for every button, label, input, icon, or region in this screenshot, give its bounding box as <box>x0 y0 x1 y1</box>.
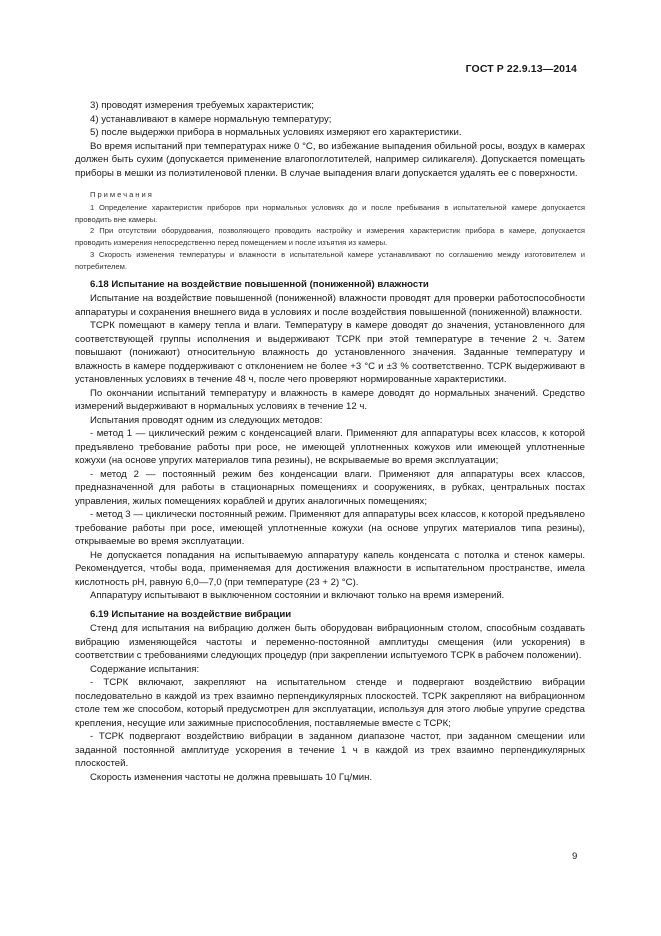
paragraph: Аппаратуру испытывают в выключенном состоянии и включают только на время измерений. <box>90 590 505 602</box>
paragraph: Во время испытаний при температурах ниже 0 °С, во избежание выпадения обильной росы, воздух в камерах должен быть сухим (допускается применение влагопоглотителей, например силикагеля). Допускается помещать приборы в мешки из полиэтиленовой пленки. В случае выпадения влаги допускается удалять ее с поверхности. <box>75 140 585 179</box>
list-item: - метод 1 — циклический режим с конденсацией влаги. Применяют для аппаратуры всех классов, к которой предъявлено требование работы при росе, не имеющей уплотненных кожухов или имеющей уплотненные кожухи (на основе упругих материалов типа резины), не вскрываемые во время эксплуатации; <box>75 428 585 467</box>
document-code: ГОСТ Р 22.9.13—2014 <box>465 63 577 75</box>
list-item: - ТСРК подвергают воздействию вибрации в заданном диапазоне частот, при заданном смещении или заданной постоянной амплитуде ускорения в течение 1 ч в каждой из трех взаимно перпендикулярных плоскостей. <box>75 731 585 770</box>
notes-title: Примечания <box>90 190 154 199</box>
list-item: 4) устанавливают в камере нормальную температуру; <box>90 113 332 125</box>
paragraph: Содержание испытания: <box>90 663 200 675</box>
list-item: - метод 2 — постоянный режим без конденсации влаги. Применяют для аппаратуры всех классов, предназначенной для работы в стационарных помещениях и сооружениях, в рубках, центральных постах управления, жилых помещениях кораблей и других аналогичных помещениях; <box>75 468 585 507</box>
page-number: 9 <box>572 851 578 862</box>
note-item: 2 При отсутствии оборудования, позволяющего проводить настройку и измерения характеристик прибора в камере, допускается проводить измерения непосредственно перед помещением и после изъятия из камеры. <box>75 226 585 248</box>
section-title-6-19: 6.19 Испытание на воздействие вибрации <box>90 608 292 620</box>
note-item: 1 Определение характеристик приборов при нормальных условиях до и после пребывания в испытательной камере допускается проводить вне камеры. <box>75 202 585 224</box>
paragraph: Испытание на воздействие повышенной (пониженной) влажности проводят для проверки работоспособности аппаратуры и сохранения внешнего вида в условиях и после воздействия повышенной (пониженной) влажности. <box>75 293 585 318</box>
list-item: - ТСРК включают, закрепляют на испытательном стенде и подвергают воздействию вибрации последовательно в каждой из трех взаимно перпендикулярных плоскостей. ТСРК закрепляют на вибрационном столе тем же способом, который предусмотрен для эксплуатации, используя для этого любые упругие средства крепления, несущие или зажимные приспособления, поставляемые вместе с ТСРК; <box>75 677 585 729</box>
page-body <box>75 99 585 784</box>
list-item: 3) проводят измерения требуемых характеристик; <box>90 100 314 111</box>
paragraph: Стенд для испытания на вибрацию должен быть оборудован вибрационным столом, способным создавать вибрацию изменяющейся частоты и переменно-постоянной амплитуды смещения (или ускорения) в соответствии с требованиями следующих процедур (при закреплении испытуемого ТСРК в рабочем положении). <box>75 623 585 662</box>
note-item: 3 Скорость изменения температуры и влажности в испытательной камере устанавливают по соглашению между изготовителем и потребителем. <box>75 249 585 271</box>
paragraph: ТСРК помещают в камеру тепла и влаги. Температуру в камере доводят до значения, установленного для соответствующей группы исполнения и выдерживают ТСРК при этой температуре в течение 2 ч. Затем повышают (понижают) относительную влажность до установленного значения. Заданные температуру и влажность в камере поддерживают с отклонением не более +3 °С и ±3 % соответственно. ТСРК выдерживают в установленных условиях в течение 48 ч, после чего проверяют нормированные характеристики. <box>75 320 585 386</box>
notes-block <box>75 189 585 273</box>
paragraph: Испытания проводят одним из следующих методов: <box>90 414 323 426</box>
list-item: - метод 3 — циклически постоянный режим. Применяют для аппаратуры всех классов, к которой предъявлено требование работы при росе, имеющей уплотненные кожухи (на основе упругих материалов типа резины), открываемые во время эксплуатации. <box>75 509 585 548</box>
paragraph: Скорость изменения частоты не должна превышать 10 Гц/мин. <box>90 771 373 783</box>
paragraph: По окончании испытаний температуру и влажность в камере доводят до нормальных значений. Средство измерений выдерживают в нормальных условиях в течение 12 ч. <box>75 387 585 413</box>
list-item: 5) после выдержки прибора в нормальных условиях измеряют его характеристики. <box>90 127 462 138</box>
paragraph: Не допускается попадания на испытываемую аппаратуру капель конденсата с потолка и стенок камеры. Рекомендуется, чтобы вода, применяемая для достижения влажности в испытательном пространстве, имела кислотность pH, равную 6,0—7,0 (при температуре (23 + 2) °С). <box>75 549 585 588</box>
section-title-6-18: 6.18 Испытание на воздействие повышенной (пониженной) влажности <box>90 278 429 290</box>
